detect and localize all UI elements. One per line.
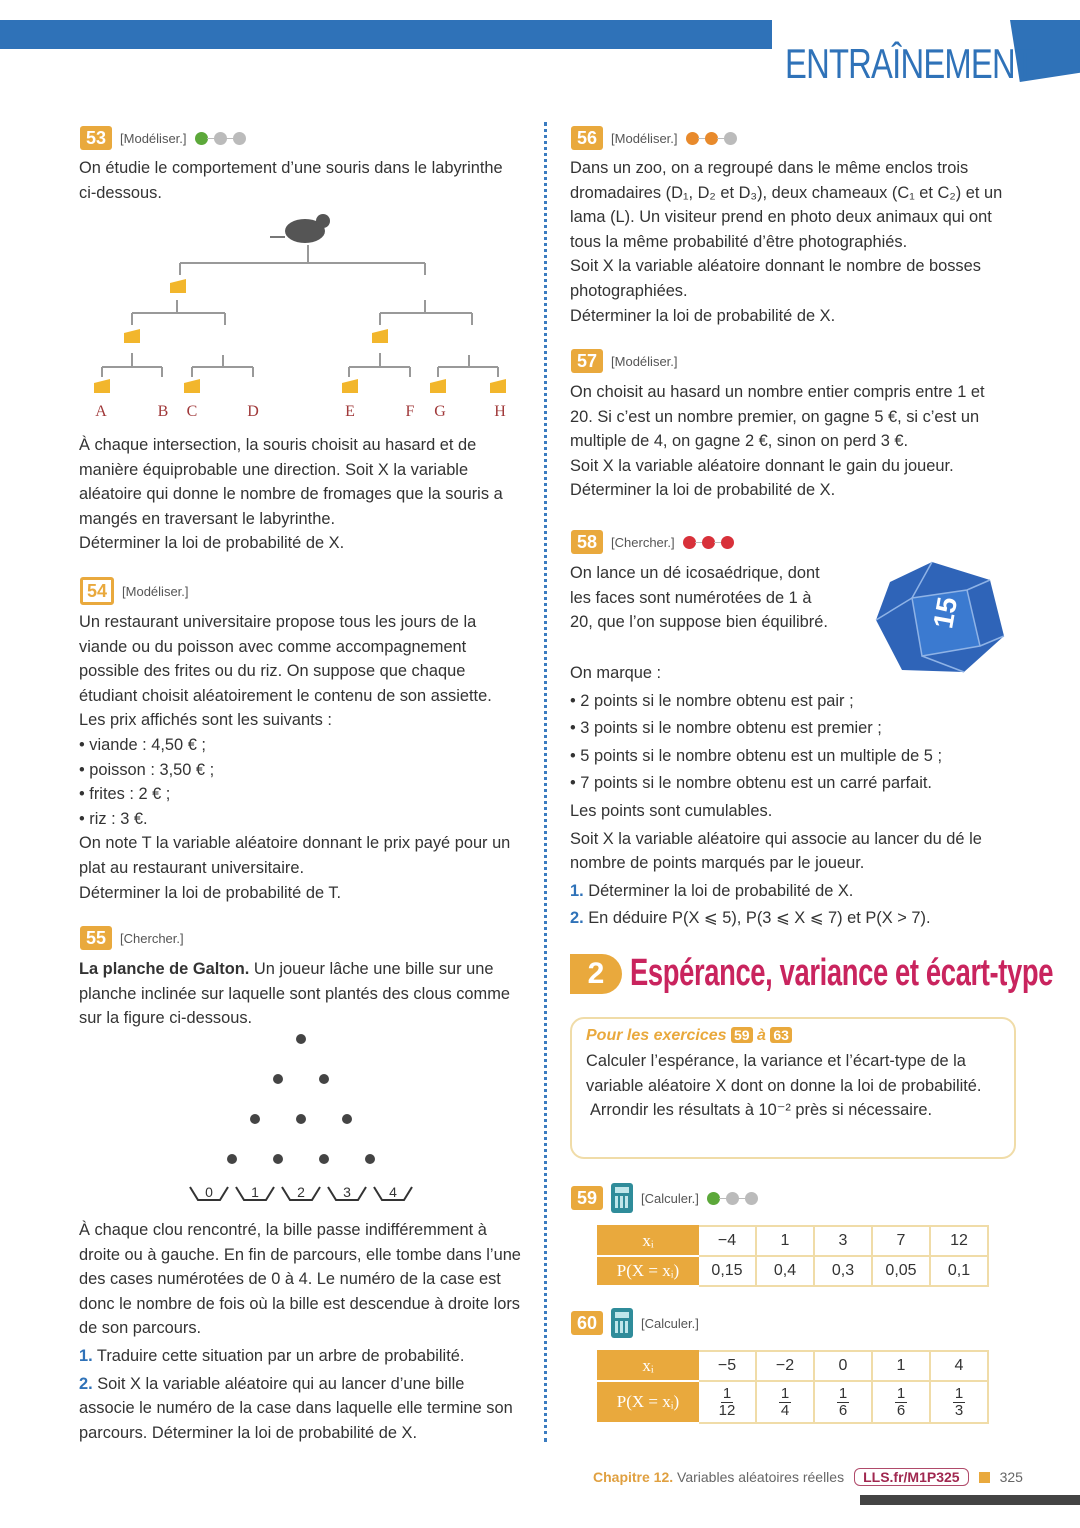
exercise-text: On choisit au hasard un nombre entier compris entre 1 et 20. Si c’est un nombre premier, on gagne 5 €, si c’est un multiple de 4, on gagne 2 €, sinon on perd 3 €. xyxy=(570,383,985,451)
row-header: xᵢ xyxy=(598,1226,698,1256)
exercise-text: Un joueur lâche une bille sur une planche inclinée sur laquelle sont plantés des clous comme sur la figure ci-dessous. xyxy=(79,960,510,1028)
table-row xyxy=(598,1256,988,1286)
question-text: Traduire cette situation par un arbre de probabilité. xyxy=(92,1346,465,1365)
page-marker-icon xyxy=(979,1472,990,1483)
label-e: E xyxy=(345,403,355,420)
section-heading-title: Espérance, variance et écart-type xyxy=(630,952,1054,994)
row-header: xᵢ xyxy=(598,1351,698,1381)
exercise-text: Les points sont cumulables. xyxy=(570,801,773,820)
question-text: En déduire P(X ⩽ 5), P(3 ⩽ X ⩽ 7) et P(X > 7). xyxy=(583,909,931,928)
exercise-tag: [Modéliser.] xyxy=(611,130,678,146)
table-cell: $\frac{1}{6}$ xyxy=(814,1381,872,1423)
exercise-58-intro: On lance un dé icosaédrique, dont les faces sont numérotées de 1 à 20, que l’on suppose bien équilibré. xyxy=(570,564,828,632)
exercise-58-body xyxy=(570,661,1018,931)
difficulty-dots xyxy=(195,132,246,145)
table-cell: −5 xyxy=(698,1351,756,1381)
header-bar xyxy=(0,20,772,49)
exercise-55-intro xyxy=(79,957,521,1031)
exercise-53-body xyxy=(79,433,521,556)
probability-table-60 xyxy=(597,1350,989,1424)
exercise-53-intro: On étudie le comportement d’une souris dans le labyrinthe ci-dessous. xyxy=(79,159,503,202)
exercise-number: 56 xyxy=(571,126,603,150)
exercise-60-header xyxy=(571,1310,699,1336)
chapter-label: Chapitre 12. xyxy=(593,1469,674,1485)
list-item: • 3 points si le nombre obtenu est premier ; xyxy=(570,719,882,738)
table-cell: $\frac{1}{4}$ xyxy=(756,1381,814,1423)
mid-text: à xyxy=(757,1027,766,1044)
exercise-number: 53 xyxy=(80,126,112,150)
bin-label: 1 xyxy=(251,1184,259,1200)
exercise-54-header xyxy=(80,578,189,604)
list-item: • 7 points si le nombre obtenu est un carré parfait. xyxy=(570,774,932,793)
column-divider xyxy=(544,122,547,1442)
table-row xyxy=(598,1226,988,1256)
label-f: F xyxy=(405,403,415,420)
list-item: • viande : 4,50 € ; xyxy=(79,735,206,754)
exercise-tag: [Modéliser.] xyxy=(611,353,678,369)
table-cell: −4 xyxy=(698,1226,756,1256)
table-cell: 12 xyxy=(930,1226,988,1256)
table-cell: 0,3 xyxy=(814,1256,872,1286)
exercise-text: Soit X la variable aléatoire donnant le gain du joueur. xyxy=(570,456,954,475)
exercise-59-header xyxy=(571,1185,758,1211)
exercise-56-body xyxy=(570,156,1018,328)
question-number: 2. xyxy=(79,1374,93,1393)
label-g: G xyxy=(434,403,446,420)
exercise-tag: [Modéliser.] xyxy=(122,583,189,599)
page-footer xyxy=(593,1468,1023,1486)
exercise-question: Déterminer la loi de probabilité de X. xyxy=(79,534,345,553)
rounding-text: Arrondir les résultats à 10⁻² près si nécessaire. xyxy=(590,1101,933,1120)
question-number: 1. xyxy=(570,881,584,900)
row-header: P(X = xᵢ) xyxy=(598,1381,698,1423)
label-c: C xyxy=(186,403,198,420)
exercise-tag: [Chercher.] xyxy=(120,930,184,946)
exercise-57-body xyxy=(570,380,1010,503)
lead-text: Pour les exercices xyxy=(586,1027,727,1044)
label-d: D xyxy=(247,403,259,420)
label-a: A xyxy=(95,403,107,420)
bottom-bar xyxy=(860,1495,1080,1505)
resource-link[interactable]: LLS.fr/M1P325 xyxy=(854,1468,968,1486)
question-number: 2. xyxy=(570,909,584,928)
chapter-title: Variables aléatoires réelles xyxy=(677,1469,845,1485)
exercise-53-header xyxy=(80,125,246,151)
icosahedron-dice-image xyxy=(872,558,1007,676)
exercise-text: On marque : xyxy=(570,664,662,682)
list-item: • riz : 3 €. xyxy=(79,809,148,828)
exercise-ref: 59 xyxy=(731,1027,753,1043)
galton-board-diagram xyxy=(180,1030,420,1210)
bin-label: 4 xyxy=(389,1184,397,1200)
exercise-57-header xyxy=(571,348,678,374)
exercise-text: Soit X la variable aléatoire qui associe au lancer du dé le nombre de points marqués par le joueur. xyxy=(570,829,982,873)
bin-label: 3 xyxy=(343,1184,351,1200)
bin-label: 0 xyxy=(205,1184,213,1200)
dice-number: 15 xyxy=(927,594,964,631)
mouse-icon xyxy=(270,214,330,243)
list-item: • poisson : 3,50 € ; xyxy=(79,760,215,779)
bin-label: 2 xyxy=(297,1184,305,1200)
table-row xyxy=(598,1381,988,1423)
table-cell: 3 xyxy=(814,1226,872,1256)
calculator-icon xyxy=(611,1308,633,1338)
table-cell: 7 xyxy=(872,1226,930,1256)
exercise-question: Déterminer la loi de probabilité de T. xyxy=(79,883,342,902)
exercise-number: 60 xyxy=(571,1311,603,1335)
cheese-icons xyxy=(94,279,506,393)
exercise-title: La planche de Galton. xyxy=(79,960,250,978)
row-header: P(X = xᵢ) xyxy=(598,1256,698,1286)
exercise-text: À chaque clou rencontré, la bille passe indifféremment à droite ou à gauche. En fin de parcours, elle tombe dans l’une des cases numérotées de 0 à 4. Le numéro de la case est donc le nombre de fois où la bille est descendue à droite lors de son parcours. xyxy=(79,1221,521,1338)
exercise-question: Déterminer la loi de probabilité de X. xyxy=(570,481,836,500)
section-2-heading xyxy=(570,952,1080,995)
table-cell: $\frac{1}{3}$ xyxy=(930,1381,988,1423)
section-title: ENTRAÎNEMENT xyxy=(785,40,1035,87)
exercise-number: 57 xyxy=(571,349,603,373)
table-cell: 1 xyxy=(756,1226,814,1256)
difficulty-dots xyxy=(686,132,737,145)
exercise-54-body xyxy=(79,610,521,905)
instruction-box xyxy=(570,1017,1016,1159)
label-b: B xyxy=(157,403,169,420)
table-cell: 0,4 xyxy=(756,1256,814,1286)
exercise-question: Déterminer la loi de probabilité de X. xyxy=(570,306,836,325)
table-cell: 4 xyxy=(930,1351,988,1381)
question-text: Déterminer la loi de probabilité de X. xyxy=(583,881,854,900)
exercise-tag: [Modéliser.] xyxy=(120,130,187,146)
table-cell: 0,1 xyxy=(930,1256,988,1286)
exercise-tag: [Calculer.] xyxy=(641,1315,699,1331)
table-cell: 0,15 xyxy=(698,1256,756,1286)
list-item: • 5 points si le nombre obtenu est un multiple de 5 ; xyxy=(570,746,943,765)
exercise-number: 59 xyxy=(571,1186,603,1210)
section-number: 2 xyxy=(570,954,622,994)
calculator-icon xyxy=(611,1183,633,1213)
table-cell: −2 xyxy=(756,1351,814,1381)
exercise-text: Dans un zoo, on a regroupé dans le même enclos trois dromadaires (D₁, D₂ et D₃), deux chameaux (C₁ et C₂) et un lama (L). Un visiteur prend en photo deux animaux qui ont tous la même probabilité d’être photographiés. xyxy=(570,159,1003,251)
instruction-box-title xyxy=(586,1027,1000,1045)
table-cell: $\frac{1}{6}$ xyxy=(872,1381,930,1423)
probability-table-59 xyxy=(597,1225,989,1287)
exercise-number: 58 xyxy=(571,530,603,554)
instruction-text: Calculer l’espérance, la variance et l’écart-type de la variable aléatoire X dont on donne la loi de probabilité. xyxy=(586,1052,982,1095)
exercise-tag: [Chercher.] xyxy=(611,534,675,550)
table-cell: 0,05 xyxy=(872,1256,930,1286)
table-cell: 1 xyxy=(872,1351,930,1381)
exercise-number: 54 xyxy=(80,577,114,605)
exercise-55-header xyxy=(80,925,184,951)
exercise-text: Un restaurant universitaire propose tous les jours de la viande ou du poisson avec comme accompagnement possible des frites ou du riz. On suppose que chaque étudiant choisit aléatoirement le contenu de son assiette. Les prix affichés sont les suivants : xyxy=(79,613,492,730)
question-number: 1. xyxy=(79,1346,93,1365)
exercise-56-header xyxy=(571,125,737,151)
difficulty-dots xyxy=(683,536,734,549)
exercise-58-header xyxy=(571,529,734,555)
exercise-text: Soit X la variable aléatoire donnant le nombre de bosses photographiées. xyxy=(570,257,981,300)
exercise-55-body xyxy=(79,1218,521,1445)
label-h: H xyxy=(494,403,506,420)
page-number: 325 xyxy=(999,1469,1023,1485)
table-cell: 0 xyxy=(814,1351,872,1381)
exercise-text: On note T la variable aléatoire donnant le prix payé pour un plat au restaurant universitaire. xyxy=(79,834,511,877)
exercise-number: 55 xyxy=(80,926,112,950)
table-cell: $\frac{1}{12}$ xyxy=(698,1381,756,1423)
difficulty-dots xyxy=(707,1192,758,1205)
question-text: Soit X la variable aléatoire qui au lancer d’une bille associe le numéro de la case dans laquelle elle termine son parcours. Déterminer la loi de probabilité de X. xyxy=(79,1374,513,1442)
list-item: • frites : 2 € ; xyxy=(79,785,171,804)
exercise-ref: 63 xyxy=(770,1027,792,1043)
labyrinth-diagram xyxy=(80,205,520,425)
table-row xyxy=(598,1351,988,1381)
list-item: • 2 points si le nombre obtenu est pair ; xyxy=(570,691,854,710)
exercise-text: À chaque intersection, la souris choisit au hasard et de manière équiprobable une direction. Soit X la variable aléatoire qui donne le nombre de fromages que la souris a mangés en traversant le labyrinthe. xyxy=(79,436,503,528)
exercise-tag: [Calculer.] xyxy=(641,1190,699,1206)
